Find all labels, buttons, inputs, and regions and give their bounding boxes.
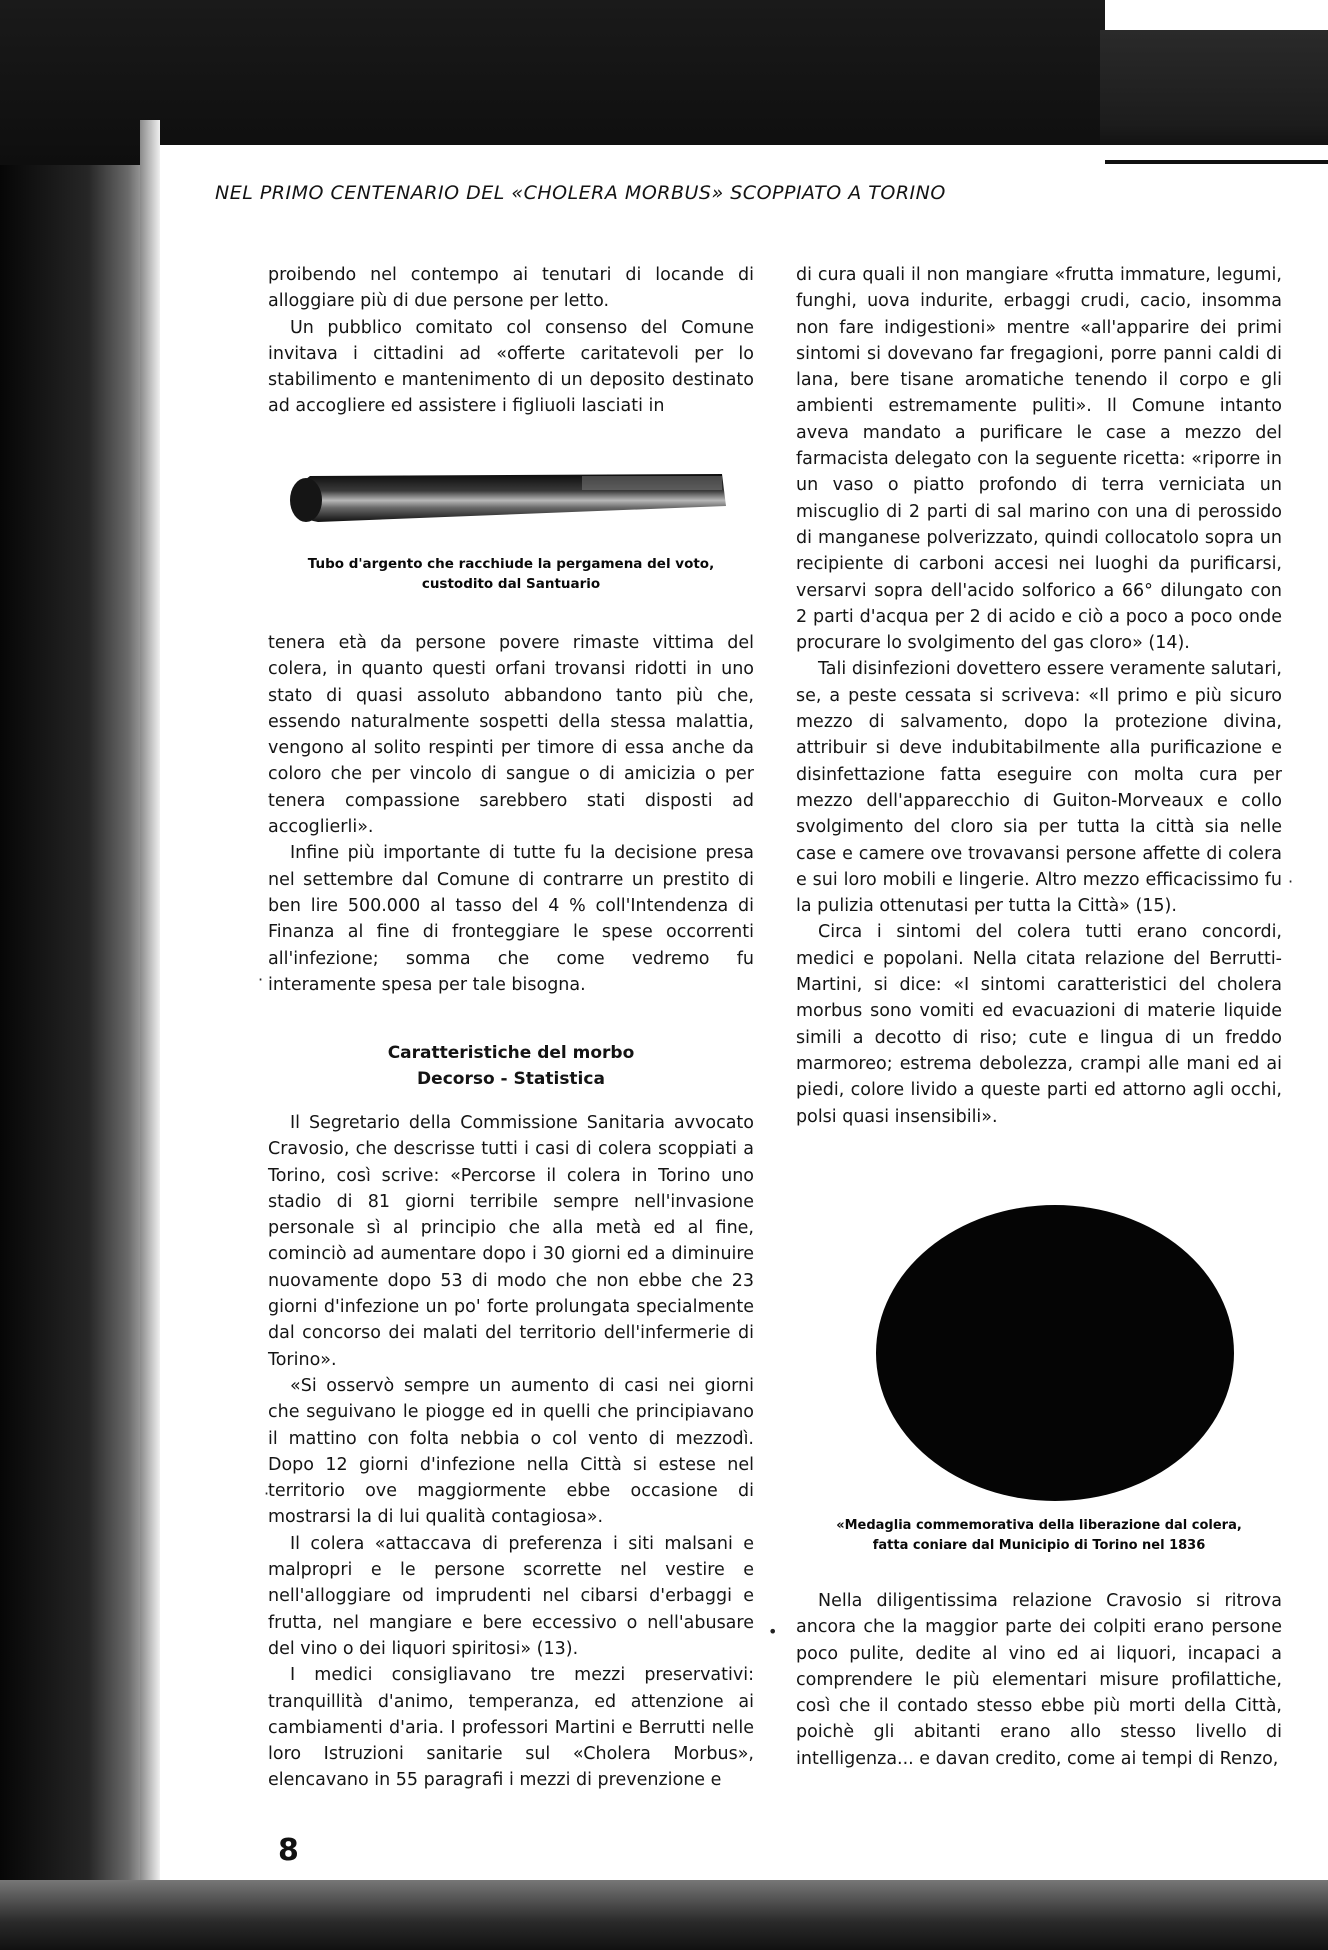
paragraph: Infine più importante di tutte fu la decisione presa nel settembre dal Comune di contrarre un prestito di ben lire 500.000 al tasso del 4 % coll'Intendenza di Finanza al fine di fronteggiare le spese occorrenti all'infezione; somma che come vedremo fu interamente spesa per tale bisogna. [268,843,754,995]
scan-border-bottom [0,1880,1328,1950]
scan-border-left [0,0,160,1950]
paragraph: di cura quali il non mangiare «frutta immature, legumi, funghi, uova indurite, erbaggi crudi, cacio, insomma non fare indigestioni» mentre «all'apparire dei primi sintomi si dovevano far fregagioni, porre panni caldi di lana, bere tisane aromatiche tenendo il corpo e gli ambienti estremamente puliti». Il Comune intanto aveva mandato a purificare le case a mezzo del farmacista delegato con la seguente ricetta: «riporre in un vaso o piatto profondo di terra verniciata un miscuglio di 2 parti di sal marino con una di perossido di manganese polverizzato, quindi collocatolo sopra un recipiente di carboni accesi nei luoghi da purificarsi, versarvi sopra dell'acido solforico a 66° dilungato con 2 parti d'acqua per 2 di acido e ciò a poco a poco onde procurare lo svolgimento del gas cloro» (14). [796,265,1282,654]
right-column-block-1 [796,262,1282,1130]
tube-caption-line: Tubo d'argento che racchiude la pergamena del voto, [307,556,715,572]
running-head: NEL PRIMO CENTENARIO DEL «CHOLERA MORBUS» SCOPPIATO A TORINO [215,182,946,204]
section-heading-line: Decorso - Statistica [417,1069,605,1089]
medal-caption [796,1516,1282,1556]
scan-speck: · [1288,872,1294,891]
paragraph: tenera età da persone povere rimaste vittima del colera, in quanto questi orfani trovansi ridotti in uno stato di quasi assoluto abbandono tanto più che, essendo naturalmente sospetti della stessa malattia, vengono al solito respinti per timore di essa anche da coloro che per vincolo di sangue o di amicizia o per tenera compassione sarebbero stati disposti ad accoglierli». [268,633,754,838]
commemorative-medal-photo [876,1205,1234,1501]
paragraph: proibendo nel contempo ai tenutari di locande di alloggiare più di due persone per letto. [268,265,754,312]
right-column-block-2 [796,1588,1282,1772]
tube-caption-line: custodito dal Santuario [421,576,601,592]
medal-caption-line: «Medaglia commemorativa della liberazione dal colera, [836,1518,1242,1533]
paragraph: Il Segretario della Commissione Sanitaria avvocato Cravosio, che descrisse tutti i casi di colera scoppiati a Torino, così scrive: «Percorse il colera in Torino uno stadio di 81 giorni terribile sempre nell'invasione personale sì al principio che alla metà ed al fine, cominciò ad aumentare dopo i 30 giorni ed a diminuire nuovamente dopo 53 di modo che non ebbe che 23 giorni d'infezione un po' forte prolungata specialmente dal concorso dei malati del territorio dell'infermerie di Torino». [268,1113,754,1370]
paragraph: «Si osservò sempre un aumento di casi nei giorni che seguivano le piogge ed in quelli che principiavano il mattino con folta nebbia o col vento di mezzodì. Dopo 12 giorni d'infezione nella Città si estese nel territorio ove maggiormente ebbe occasione di mostrarsi la di lui qualità contagiosa». [268,1375,754,1528]
page-left-edge [140,120,160,1950]
scan-speck: · [264,1484,270,1503]
paragraph: Tali disinfezioni dovettero essere veramente salutari, se, a peste cessata si scriveva: «Il primo e più sicuro mezzo di salvamento, dopo la protezione divina, attribuir si deve indubitabilmente alla purificazione e disinfettazione fatta eseguire con molta cura per mezzo dell'apparecchio di Guiton-Morveaux e collo svolgimento del cloro sia per tutta la città sia nelle case e camere ove trovavansi persone affette di colera e sui loro mobili e lingerie. Altro mezzo efficacissimo fu la pulizia ottenutasi per tutta la Città» (15). [796,659,1282,917]
tube-caption [268,554,754,594]
page-number: 8 [278,1833,299,1868]
paragraph: Il colera «attaccava di preferenza i siti malsani e malpropri e le persone scorrette nel vestire e nell'alloggiare od imprudenti nel cibarsi d'erbaggi e frutta, nel mangiare e bere eccessivo o nell'abusare del vino o dei liquori spiritosi» (13). [268,1533,754,1659]
scan-speck: • [768,1622,778,1641]
silver-tube-photo [282,462,730,532]
section-heading-line: Caratteristiche del morbo [387,1043,635,1063]
paragraph: I medici consigliavano tre mezzi preservativi: tranquillità d'animo, temperanza, ed attenzione ai cambiamenti d'aria. I professori Martini e Berrutti nelle loro Istruzioni sanitarie sul «Cholera Morbus», elencavano in 55 paragrafi i mezzi di prevenzione e [268,1665,754,1791]
left-column-block-2 [268,630,754,998]
header-rule [1105,160,1328,164]
left-column-block-3 [268,1110,754,1794]
paragraph: Nella diligentissima relazione Cravosio si ritrova ancora che la maggior parte dei colpiti erano persone poco pulite, dedite al vino ed ai liquori, incapaci a comprendere le più elementari misure profilattiche, così che il contado stesso ebbe più morti della Città, poichè gli abitanti erano allo stesso livello di intelligenza... e davan credito, come ai tempi di Renzo, [796,1591,1282,1769]
scan-speck: · [258,970,264,989]
paragraph: Un pubblico comitato col consenso del Comune invitava i cittadini ad «offerte caritatevoli per lo stabilimento e mantenimento di un deposito destinato ad accogliere ed assistere i figliuoli lasciati in [268,317,754,417]
paragraph: Circa i sintomi del colera tutti erano concordi, medici e popolani. Nella citata relazione del Berrutti-Martini, si dice: «I sintomi caratteristici del cholera morbus sono vomiti ed evacuazioni di materie liquide simili a decotto di riso; cute e lingua di un freddo marmoreo; estrema debolezza, crampi alle mani ed ai piedi, colore livido a queste parti ed attorno agli occhi, polsi quasi insensibili». [796,922,1282,1127]
left-column-block-1 [268,262,754,420]
section-heading [268,1040,754,1092]
medal-caption-line: fatta coniare dal Municipio di Torino nel 1836 [872,1538,1206,1553]
